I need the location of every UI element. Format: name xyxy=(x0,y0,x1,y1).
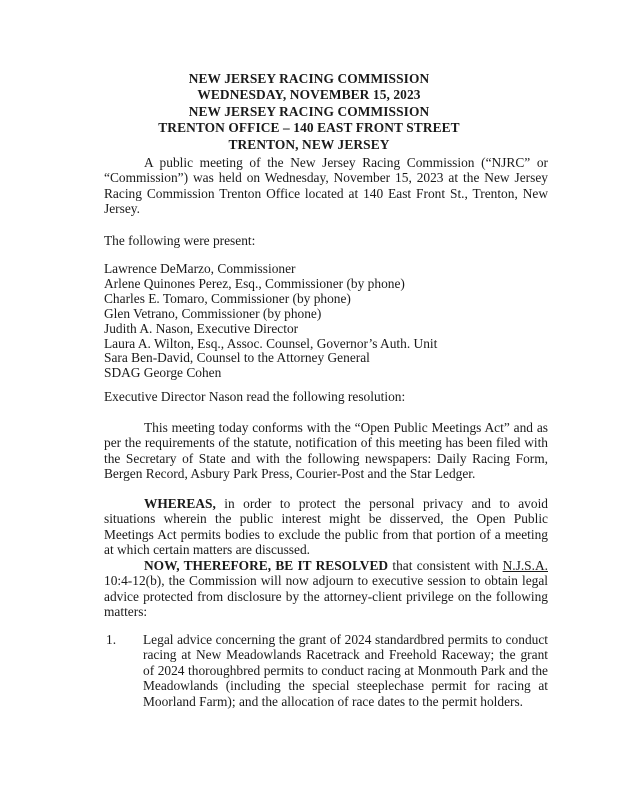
opma-paragraph: This meeting today conforms with the “Open Public Meetings Act” and as per the requirements of the statute, notification of this meeting has been filed with the Secretary of State and with the following newspapers: Daily Racing Form, Bergen Record, Asbury Park Press, Courier-Post and the Star Ledger. xyxy=(104,420,548,482)
statute-citation: N.J.S.A. xyxy=(502,558,548,573)
document-header xyxy=(0,71,618,153)
resolution-intro: Executive Director Nason read the following resolution: xyxy=(104,389,406,404)
attendee: Laura A. Wilton, Esq., Assoc. Counsel, Governor’s Auth. Unit xyxy=(104,335,438,351)
item-number: 1. xyxy=(106,632,117,647)
header-line-1: NEW JERSEY RACING COMMISSION xyxy=(188,71,430,86)
header-line-5: TRENTON, NEW JERSEY xyxy=(228,136,390,152)
item-text: Legal advice concerning the grant of 2024 standardbred permits to conduct racing at New Meadowlands Racetrack and Freehold Raceway; the grant of 2024 thoroughbred permits to conduct racing at Monmouth Park and the Meadowlands (including the special steeplechase permit for racing at Moorland Farm); and the allocation of race dates to the permit holders. xyxy=(143,632,548,709)
whereas-text: in order to protect the personal privacy and to avoid situations wherein the public interest might be disserved, the Open Public Meetings Act permits bodies to exclude the public from that portion of a meeting at which certain matters are discussed. xyxy=(104,496,548,558)
attendee: Sara Ben-David, Counsel to the Attorney General xyxy=(104,350,370,366)
header-line-3: NEW JERSEY RACING COMMISSION xyxy=(188,103,430,119)
attendee-list xyxy=(104,262,437,381)
resolved-paragraph xyxy=(104,558,548,620)
resolved-text-a: that consistent with xyxy=(388,558,503,573)
header-line-4: TRENTON OFFICE – 140 EAST FRONT STREET xyxy=(158,120,460,136)
intro-paragraph: A public meeting of the New Jersey Racing Commission (“NJRC” or “Commission”) was held on Wednesday, November 15, 2023 at the New Jersey Racing Commission Trenton Office located at 140 East Front St., Trenton, New Jersey. xyxy=(104,155,548,217)
attendee: Arlene Quinones Perez, Esq., Commissioner (by phone) xyxy=(104,275,405,291)
resolved-text-b: 10:4-12(b), the Commission will now adjourn to executive session to obtain legal advice protected from disclosure by the attorney-client privilege on the following matters: xyxy=(104,573,548,620)
whereas-label: WHEREAS, xyxy=(144,496,216,511)
present-heading: The following were present: xyxy=(104,233,256,248)
attendee: Judith A. Nason, Executive Director xyxy=(104,320,299,336)
attendee: Charles E. Tomaro, Commissioner (by phone) xyxy=(104,290,351,306)
attendee: Glen Vetrano, Commissioner (by phone) xyxy=(104,305,322,321)
attendee: Lawrence DeMarzo, Commissioner xyxy=(104,261,296,276)
attendee: SDAG George Cohen xyxy=(104,365,222,381)
resolved-label: NOW, THEREFORE, BE IT RESOLVED xyxy=(144,558,389,573)
header-line-2: WEDNESDAY, NOVEMBER 15, 2023 xyxy=(197,87,421,103)
whereas-paragraph xyxy=(104,496,548,558)
